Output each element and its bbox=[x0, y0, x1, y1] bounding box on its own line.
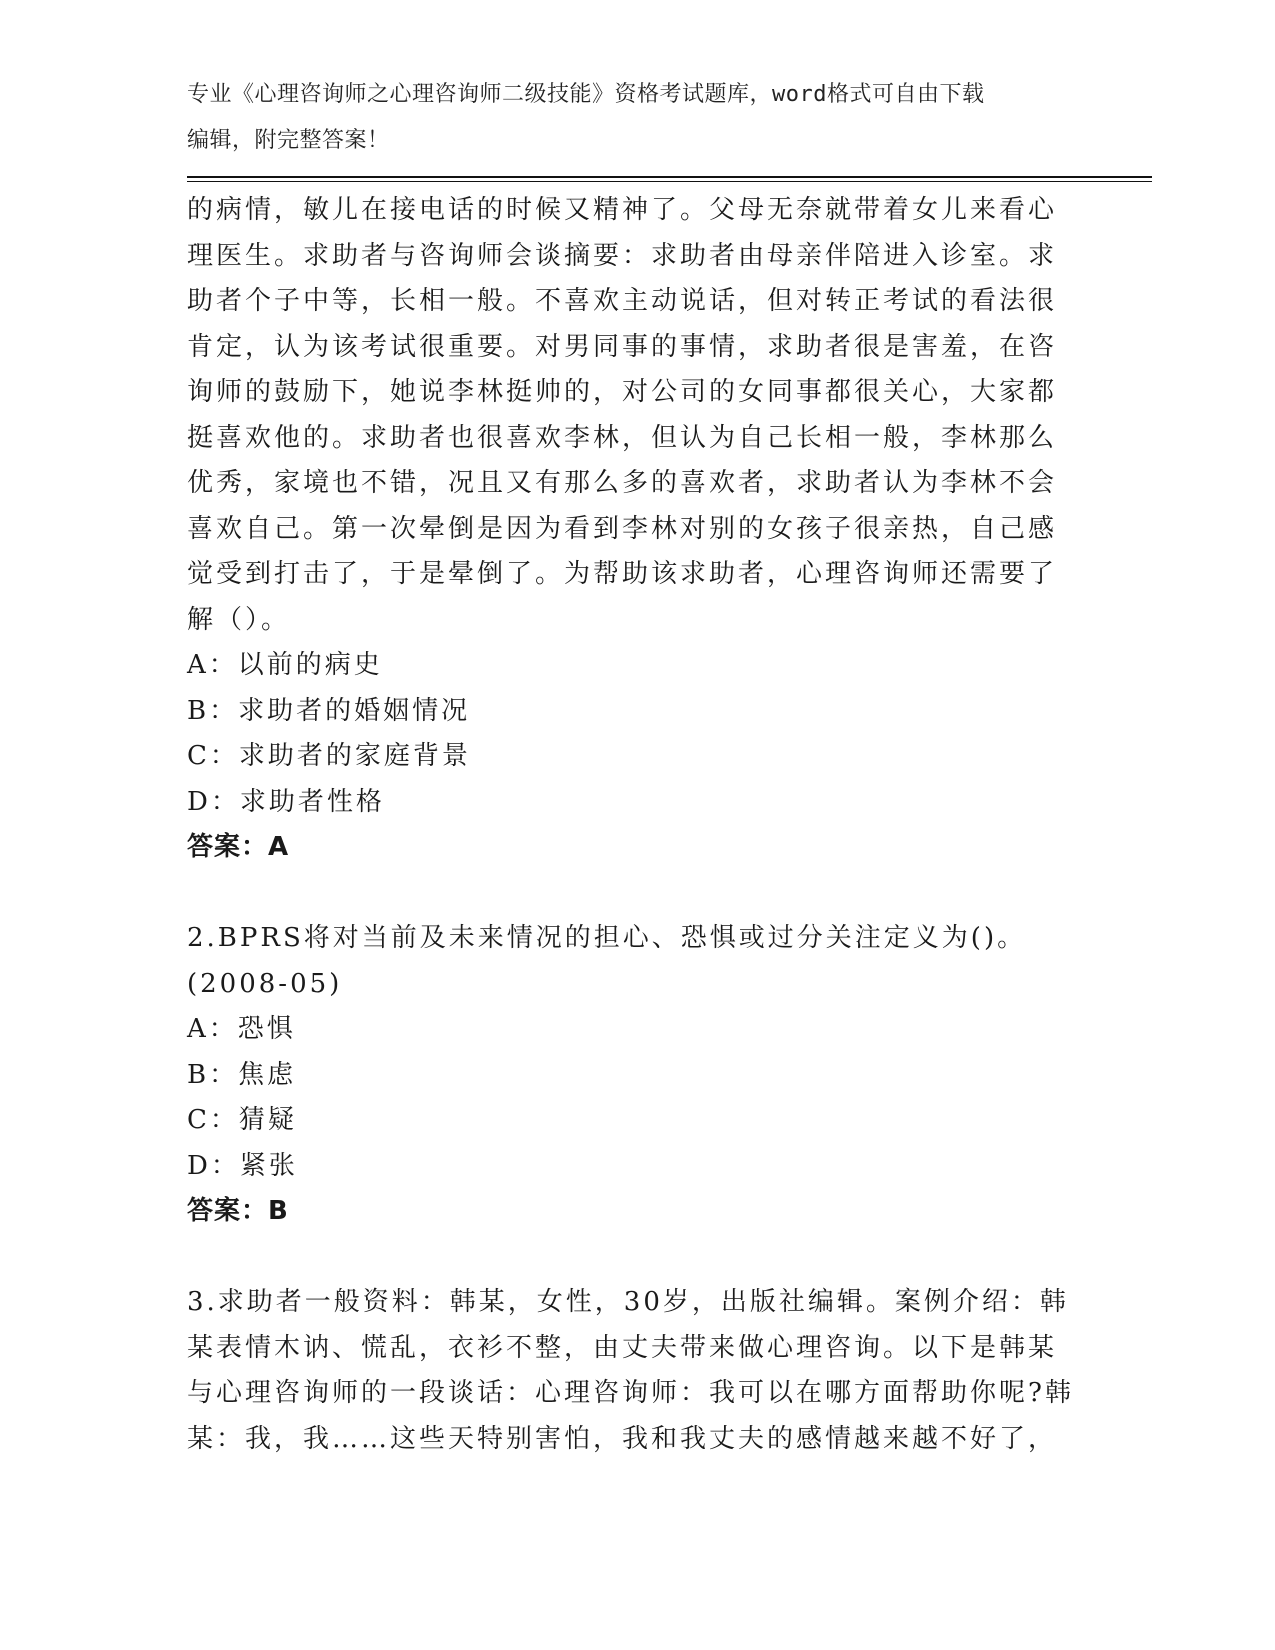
question-text-line: 肯定，认为该考试很重要。对男同事的事情，求助者很是害羞，在咨 bbox=[187, 331, 1058, 362]
header-line-1: 专业《心理咨询师之心理咨询师二级技能》资格考试题库，word格式可自由下载 bbox=[187, 82, 985, 107]
question-text-line: 的病情，敏儿在接电话的时候又精神了。父母无奈就带着女儿来看心 bbox=[187, 195, 1058, 225]
question-text-line: 与心理咨询师的一段谈话：心理咨询师：我可以在哪方面帮助你呢?韩 bbox=[187, 1378, 1074, 1408]
option-a: A：以前的病史 bbox=[187, 650, 383, 680]
spacer bbox=[187, 1235, 1087, 1281]
option-c: C：猜疑 bbox=[187, 1105, 297, 1135]
spacer bbox=[187, 871, 1087, 917]
option-b: B：求助者的婚姻情况 bbox=[187, 695, 471, 726]
question-text-line: 询师的鼓励下，她说李林挺帅的，对公司的女同事都很关心，大家都 bbox=[187, 377, 1058, 407]
answer-label: 答案：B bbox=[187, 1196, 289, 1226]
option-d: D：求助者性格 bbox=[187, 786, 385, 817]
option-a: A：恐惧 bbox=[187, 1014, 296, 1044]
question-text-line: 2.BPRS将对当前及未来情况的担心、恐惧或过分关注定义为()。 bbox=[187, 923, 1027, 953]
answer-label: 答案：A bbox=[187, 832, 290, 862]
question-1 bbox=[187, 188, 1087, 871]
question-text-line: (2008-05) bbox=[187, 968, 343, 999]
question-text-line: 解（）。 bbox=[187, 604, 291, 635]
question-text-line: 喜欢自己。第一次晕倒是因为看到李林对别的女孩子很亲热，自己感 bbox=[187, 513, 1058, 544]
question-text-line: 3.求助者一般资料：韩某，女性，30岁，出版社编辑。案例介绍：韩 bbox=[187, 1287, 1069, 1317]
question-text-line: 挺喜欢他的。求助者也很喜欢李林，但认为自己长相一般，李林那么 bbox=[187, 422, 1058, 453]
option-c: C：求助者的家庭背景 bbox=[187, 741, 471, 771]
page-header bbox=[187, 72, 1067, 163]
question-2 bbox=[187, 916, 1087, 1235]
question-text-line: 某：我，我……这些天特别害怕，我和我丈夫的感情越来越不好了， bbox=[187, 1423, 1058, 1454]
question-text-line: 优秀，家境也不错，况且又有那么多的喜欢者，求助者认为李林不会 bbox=[187, 468, 1058, 498]
question-text-line: 觉受到打击了，于是晕倒了。为帮助该求助者，心理咨询师还需要了 bbox=[187, 559, 1058, 589]
document-body bbox=[187, 188, 1087, 1462]
question-text-line: 助者个子中等，长相一般。不喜欢主动说话，但对转正考试的看法很 bbox=[187, 286, 1058, 316]
option-d: D：紧张 bbox=[187, 1150, 298, 1181]
header-divider-thin bbox=[187, 181, 1152, 182]
header-line-2: 编辑，附完整答案！ bbox=[187, 127, 390, 153]
question-text-line: 某表情木讷、慌乱，衣衫不整，由丈夫带来做心理咨询。以下是韩某 bbox=[187, 1332, 1058, 1363]
question-3 bbox=[187, 1280, 1087, 1462]
option-b: B：焦虑 bbox=[187, 1059, 297, 1090]
header-divider-thick bbox=[187, 176, 1152, 178]
question-text-line: 理医生。求助者与咨询师会谈摘要：求助者由母亲伴陪进入诊室。求 bbox=[187, 240, 1058, 271]
